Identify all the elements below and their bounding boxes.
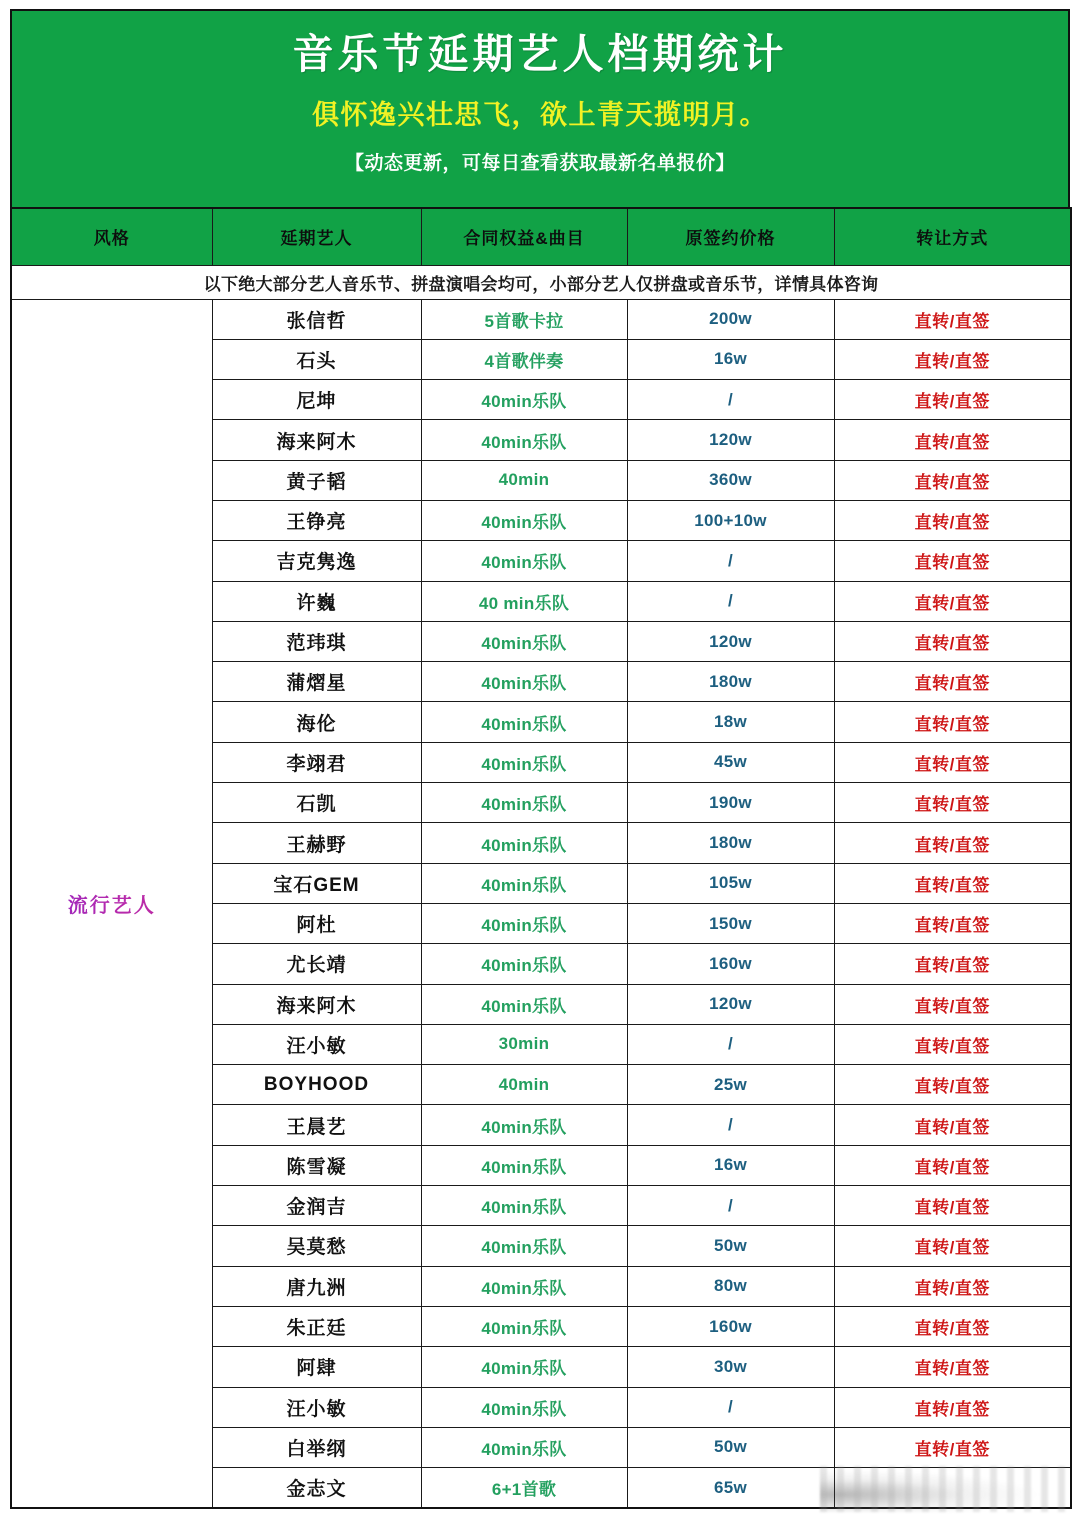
artist-name-cell: 汪小敏 bbox=[212, 1387, 421, 1427]
contract-terms-cell: 40min bbox=[421, 460, 627, 500]
transfer-method-cell: 直转/直签 bbox=[834, 460, 1071, 500]
original-price-cell: 100+10w bbox=[627, 500, 834, 540]
contract-terms-cell: 40min乐队 bbox=[421, 984, 627, 1024]
transfer-method-cell: 直转/直签 bbox=[834, 1226, 1071, 1266]
artist-name-cell: 宝石GEM bbox=[212, 863, 421, 903]
contract-terms-cell: 30min bbox=[421, 1024, 627, 1064]
transfer-method-cell: 直转/直签 bbox=[834, 984, 1071, 1024]
page-title: 音乐节延期艺人档期统计 bbox=[292, 31, 788, 77]
artist-schedule-table bbox=[10, 207, 1072, 1509]
artist-name-cell: 汪小敏 bbox=[212, 1024, 421, 1064]
artist-name-cell: 黄子韬 bbox=[212, 460, 421, 500]
artist-name-cell: 范玮琪 bbox=[212, 621, 421, 661]
artist-name-cell: 陈雪凝 bbox=[212, 1145, 421, 1185]
original-price-cell: 150w bbox=[627, 903, 834, 943]
original-price-cell: 360w bbox=[627, 460, 834, 500]
original-price-cell: 16w bbox=[627, 339, 834, 379]
contract-terms-cell: 40min乐队 bbox=[421, 1266, 627, 1306]
artist-name-cell: 白举纲 bbox=[212, 1427, 421, 1467]
original-price-cell: 65w bbox=[627, 1468, 834, 1508]
transfer-method-cell: 直转/直签 bbox=[834, 1347, 1071, 1387]
artist-name-cell: 王铮亮 bbox=[212, 500, 421, 540]
transfer-method-cell: 直转/直签 bbox=[834, 1306, 1071, 1346]
original-price-cell: 180w bbox=[627, 662, 834, 702]
transfer-method-cell: 直转/直签 bbox=[834, 621, 1071, 661]
original-price-cell: 16w bbox=[627, 1145, 834, 1185]
column-header-style: 风格 bbox=[11, 208, 212, 265]
original-price-cell: / bbox=[627, 380, 834, 420]
artist-name-cell: 蒲熠星 bbox=[212, 662, 421, 702]
contract-terms-cell: 40min乐队 bbox=[421, 702, 627, 742]
transfer-method-cell: 直转/直签 bbox=[834, 581, 1071, 621]
contract-terms-cell: 40min乐队 bbox=[421, 1306, 627, 1346]
transfer-method-cell: 直转/直签 bbox=[834, 1387, 1071, 1427]
transfer-method-cell: 直转/直签 bbox=[834, 1266, 1071, 1306]
contract-terms-cell: 6+1首歌 bbox=[421, 1468, 627, 1508]
contract-terms-cell: 40min乐队 bbox=[421, 863, 627, 903]
header-banner bbox=[10, 9, 1070, 207]
contract-terms-cell: 40min乐队 bbox=[421, 541, 627, 581]
original-price-cell: 120w bbox=[627, 984, 834, 1024]
contract-terms-cell: 40min乐队 bbox=[421, 783, 627, 823]
banner-update-note: 【动态更新，可每日查看获取最新名单报价】 bbox=[344, 153, 735, 175]
transfer-method-cell: 直转/直签 bbox=[834, 1024, 1071, 1064]
contract-terms-cell: 40min乐队 bbox=[421, 1105, 627, 1145]
contract-terms-cell: 40min乐队 bbox=[421, 1226, 627, 1266]
transfer-method-cell: 直转/直签 bbox=[834, 339, 1071, 379]
contract-terms-cell: 40min乐队 bbox=[421, 1427, 627, 1467]
transfer-method-cell: 直转/直签 bbox=[834, 742, 1071, 782]
contract-terms-cell: 40min乐队 bbox=[421, 742, 627, 782]
original-price-cell: 30w bbox=[627, 1347, 834, 1387]
transfer-method-cell: 直转/直签 bbox=[834, 380, 1071, 420]
original-price-cell: 160w bbox=[627, 1306, 834, 1346]
table-row bbox=[11, 299, 1071, 339]
original-price-cell: / bbox=[627, 1186, 834, 1226]
contract-terms-cell: 40min乐队 bbox=[421, 1186, 627, 1226]
original-price-cell: 18w bbox=[627, 702, 834, 742]
artist-name-cell: 金润吉 bbox=[212, 1186, 421, 1226]
banner-subtitle: 俱怀逸兴壮思飞，欲上青天揽明月。 bbox=[312, 100, 768, 131]
transfer-method-cell: 直转/直签 bbox=[834, 702, 1071, 742]
original-price-cell: 105w bbox=[627, 863, 834, 903]
original-price-cell: 190w bbox=[627, 783, 834, 823]
original-price-cell: / bbox=[627, 1024, 834, 1064]
transfer-method-cell: 直转/直签 bbox=[834, 783, 1071, 823]
contract-terms-cell: 5首歌卡拉 bbox=[421, 299, 627, 339]
artist-name-cell: 阿杜 bbox=[212, 903, 421, 943]
contract-terms-cell: 40min乐队 bbox=[421, 662, 627, 702]
contract-terms-cell: 40min乐队 bbox=[421, 420, 627, 460]
artist-name-cell: 吴莫愁 bbox=[212, 1226, 421, 1266]
contract-terms-cell: 40min乐队 bbox=[421, 944, 627, 984]
original-price-cell: 200w bbox=[627, 299, 834, 339]
transfer-method-cell: 直转/直签 bbox=[834, 420, 1071, 460]
transfer-method-cell: 直转/直签 bbox=[834, 1427, 1071, 1467]
column-header-price: 原签约价格 bbox=[627, 208, 834, 265]
artist-name-cell: 金志文 bbox=[212, 1468, 421, 1508]
artist-name-cell: BOYHOOD bbox=[212, 1065, 421, 1105]
original-price-cell: / bbox=[627, 1387, 834, 1427]
artist-name-cell: 唐九洲 bbox=[212, 1266, 421, 1306]
original-price-cell: / bbox=[627, 581, 834, 621]
original-price-cell: 45w bbox=[627, 742, 834, 782]
original-price-cell: 180w bbox=[627, 823, 834, 863]
column-header-contract: 合同权益&曲目 bbox=[421, 208, 627, 265]
artist-name-cell: 张信哲 bbox=[212, 299, 421, 339]
original-price-cell: 50w bbox=[627, 1427, 834, 1467]
artist-name-cell: 王赫野 bbox=[212, 823, 421, 863]
contract-terms-cell: 4首歌伴奏 bbox=[421, 339, 627, 379]
transfer-method-cell: 直转/直签 bbox=[834, 863, 1071, 903]
contract-terms-cell: 40 min乐队 bbox=[421, 581, 627, 621]
transfer-method-cell: 直转/直签 bbox=[834, 500, 1071, 540]
original-price-cell: 160w bbox=[627, 944, 834, 984]
artist-name-cell: 尤长靖 bbox=[212, 944, 421, 984]
original-price-cell: 120w bbox=[627, 420, 834, 460]
artist-name-cell: 海伦 bbox=[212, 702, 421, 742]
contract-terms-cell: 40min乐队 bbox=[421, 823, 627, 863]
original-price-cell: / bbox=[627, 541, 834, 581]
original-price-cell: 25w bbox=[627, 1065, 834, 1105]
transfer-method-cell: 直转/直签 bbox=[834, 823, 1071, 863]
artist-name-cell: 尼坤 bbox=[212, 380, 421, 420]
transfer-method-cell: 直转/直签 bbox=[834, 1145, 1071, 1185]
artist-name-cell: 阿肆 bbox=[212, 1347, 421, 1387]
transfer-method-cell bbox=[834, 1468, 1071, 1508]
transfer-method-cell: 直转/直签 bbox=[834, 1105, 1071, 1145]
artist-name-cell: 吉克隽逸 bbox=[212, 541, 421, 581]
transfer-method-cell: 直转/直签 bbox=[834, 903, 1071, 943]
style-category-label: 流行艺人 bbox=[11, 299, 212, 1508]
original-price-cell: 120w bbox=[627, 621, 834, 661]
contract-terms-cell: 40min乐队 bbox=[421, 621, 627, 661]
original-price-cell: / bbox=[627, 1105, 834, 1145]
artist-name-cell: 海来阿木 bbox=[212, 420, 421, 460]
artist-name-cell: 海来阿木 bbox=[212, 984, 421, 1024]
artist-name-cell: 石凯 bbox=[212, 783, 421, 823]
artist-name-cell: 朱正廷 bbox=[212, 1306, 421, 1346]
transfer-method-cell: 直转/直签 bbox=[834, 299, 1071, 339]
contract-terms-cell: 40min乐队 bbox=[421, 500, 627, 540]
transfer-method-cell: 直转/直签 bbox=[834, 662, 1071, 702]
contract-terms-cell: 40min乐队 bbox=[421, 1145, 627, 1185]
table-note-text: 以下绝大部分艺人音乐节、拼盘演唱会均可，小部分艺人仅拼盘或音乐节，详情具体咨询 bbox=[11, 265, 1071, 299]
original-price-cell: 80w bbox=[627, 1266, 834, 1306]
column-header-transfer: 转让方式 bbox=[834, 208, 1071, 265]
transfer-method-cell: 直转/直签 bbox=[834, 541, 1071, 581]
artist-name-cell: 李翊君 bbox=[212, 742, 421, 782]
transfer-method-cell: 直转/直签 bbox=[834, 1186, 1071, 1226]
transfer-method-cell: 直转/直签 bbox=[834, 944, 1071, 984]
table-note-row bbox=[11, 265, 1071, 299]
contract-terms-cell: 40min乐队 bbox=[421, 1347, 627, 1387]
contract-terms-cell: 40min乐队 bbox=[421, 380, 627, 420]
contract-terms-cell: 40min乐队 bbox=[421, 1387, 627, 1427]
transfer-method-cell: 直转/直签 bbox=[834, 1065, 1071, 1105]
table-header-row bbox=[11, 208, 1071, 265]
artist-name-cell: 许巍 bbox=[212, 581, 421, 621]
artist-name-cell: 石头 bbox=[212, 339, 421, 379]
contract-terms-cell: 40min bbox=[421, 1065, 627, 1105]
contract-terms-cell: 40min乐队 bbox=[421, 903, 627, 943]
artist-name-cell: 王晨艺 bbox=[212, 1105, 421, 1145]
column-header-artist: 延期艺人 bbox=[212, 208, 421, 265]
original-price-cell: 50w bbox=[627, 1226, 834, 1266]
